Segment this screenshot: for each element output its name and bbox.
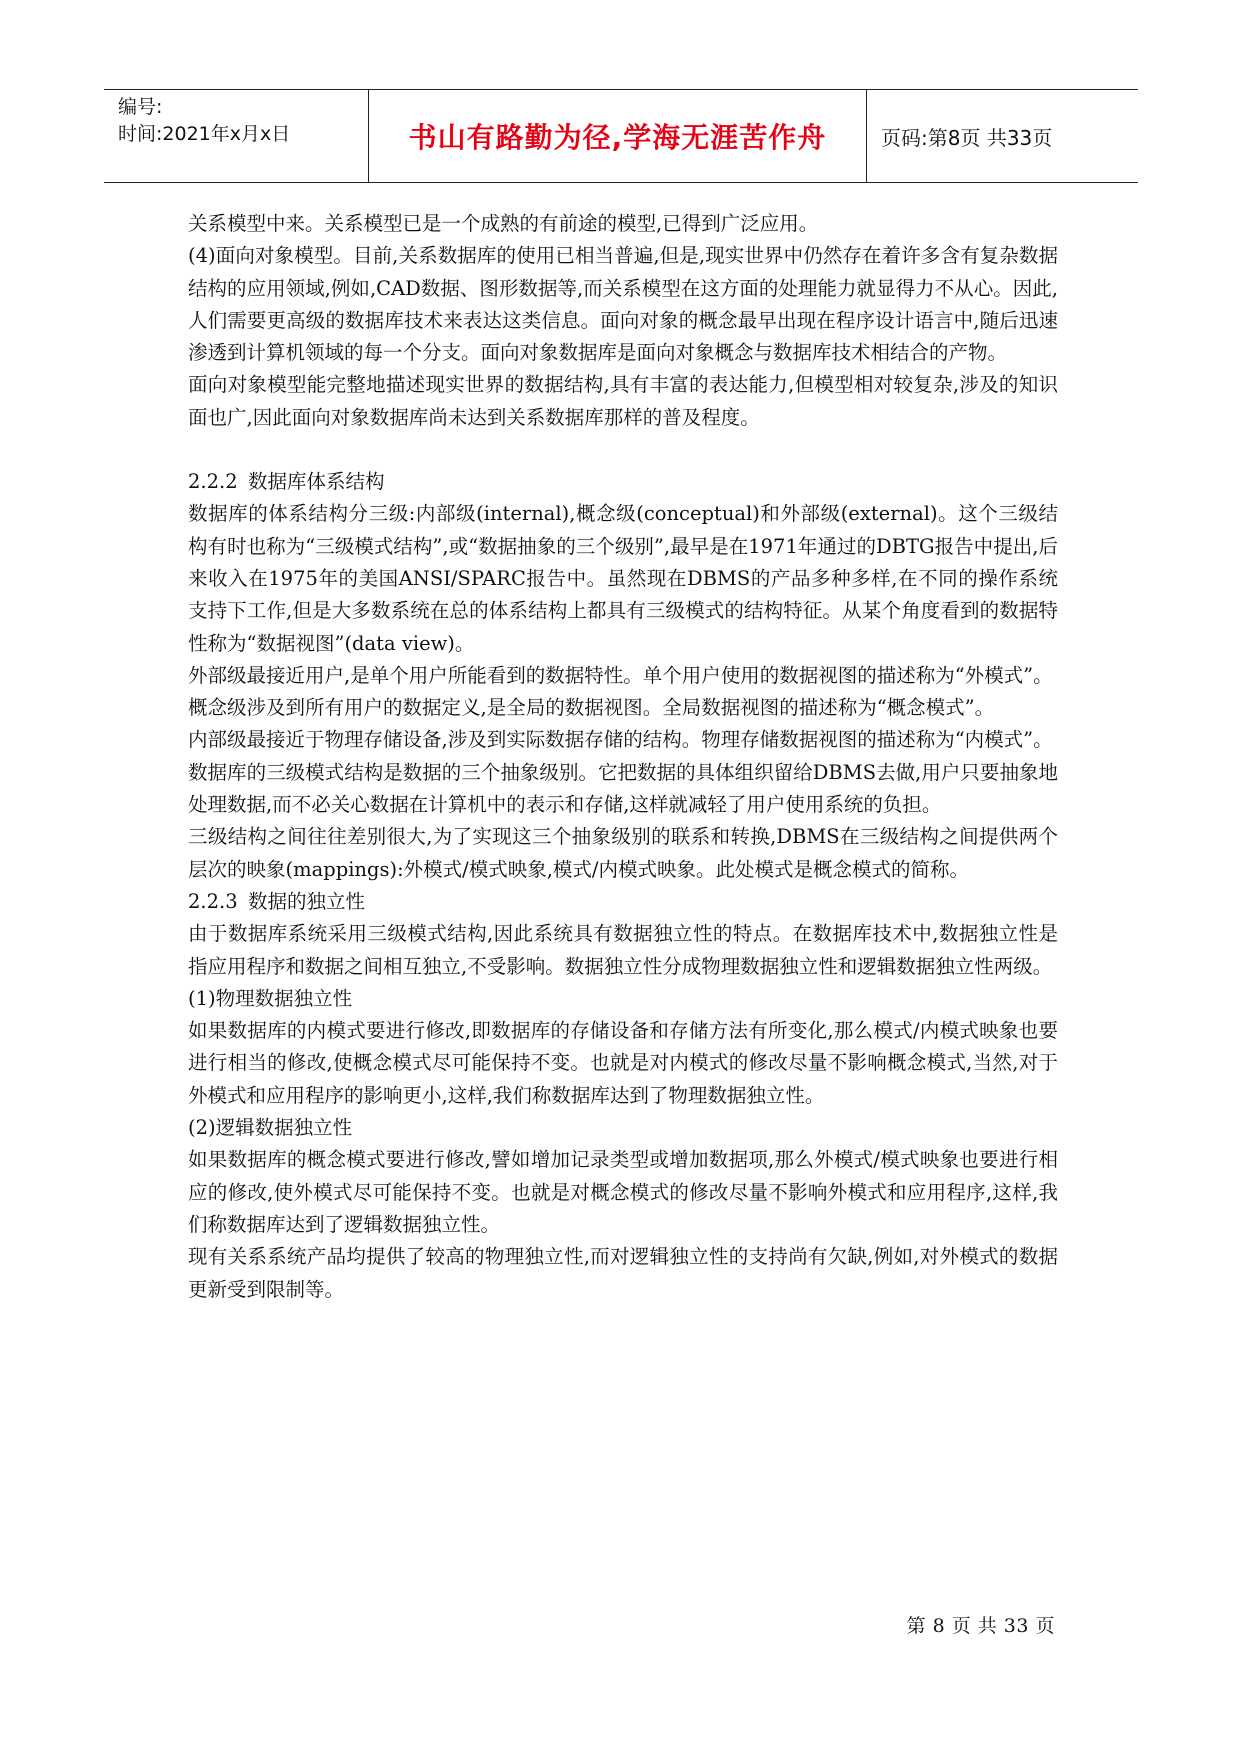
paragraph: 由于数据库系统采用三级模式结构,因此系统具有数据独立性的特点。在数据库技术中,数据独立性是指应用程序和数据之间相互独立,不受影响。数据独立性分成物理数据独立性和逻辑数据独立性两级。 bbox=[188, 922, 1058, 978]
paragraph: 面向对象模型能完整地描述现实世界的数据结构,具有丰富的表达能力,但模型相对较复杂,涉及的知识面也广,因此面向对象数据库尚未达到关系数据库那样的普及程度。 bbox=[188, 373, 1058, 429]
time-label: 时间:2021年x月x日 bbox=[118, 123, 291, 145]
paragraph: (4)面向对象模型。目前,关系数据库的使用已相当普遍,但是,现实世界中仍然存在着许多含有复杂数据结构的应用领域,例如,CAD数据、图形数据等,而关系模型在这方面的处理能力就显得力不从心。因此,人们需要更高级的数据库技术来表达这类信息。面向对象的概念最早出现在程序设计语言中,随后迅速渗透到计算机领域的每一个分支。面向对象数据库是面向对象概念与数据库技术相结合的产物。 bbox=[188, 244, 1058, 365]
section-number: 2.2.3 bbox=[188, 889, 238, 913]
paragraph: 外部级最接近用户,是单个用户所能看到的数据特性。单个用户使用的数据视图的描述称为“外模式”。 bbox=[188, 663, 1053, 687]
page-code: 页码:第8页 共33页 bbox=[881, 126, 1053, 150]
paragraph: 关系模型中来。关系模型已是一个成熟的有前途的模型,已得到广泛应用。 bbox=[188, 212, 819, 235]
document-body bbox=[188, 208, 1058, 1306]
section-number: 2.2.2 bbox=[188, 470, 238, 494]
section-heading-2-2-3 bbox=[188, 886, 1058, 918]
paragraph: 三级结构之间往往差别很大,为了实现这三个抽象级别的联系和转换,DBMS在三级结构之间提供两个层次的映象(mappings):外模式/模式映象,模式/内模式映象。此处模式是概念模式的简称。 bbox=[188, 825, 1058, 881]
section-title: 数据库体系结构 bbox=[248, 470, 385, 494]
subheading: (1)物理数据独立性 bbox=[188, 986, 353, 1010]
motto-text: 书山有路勤为径,学海无涯苦作舟 bbox=[408, 121, 827, 154]
header-page-cell bbox=[867, 90, 1138, 182]
paragraph: 数据库的体系结构分三级:内部级(internal),概念级(conceptual)和外部级(external)。这个三级结构有时也称为“三级模式结构”,或“数据抽象的三个级别”,最早是在1971年通过的DBTG报告中提出,后来收入在1975年的美国ANSI/SPARC报告中。虽然现在DBMS的产品多种多样,在不同的操作系统支持下工作,但是大多数系统在总的体系结构上都具有三级模式的结构特征。从某个角度看到的数据特性称为“数据视图”(data view)。 bbox=[188, 502, 1058, 655]
section-heading-2-2-2 bbox=[188, 466, 1058, 498]
number-label: 编号: bbox=[118, 96, 163, 118]
header-motto-cell bbox=[369, 90, 867, 182]
paragraph: 数据库的三级模式结构是数据的三个抽象级别。它把数据的具体组织留给DBMS去做,用户只要抽象地处理数据,而不必关心数据在计算机中的表示和存储,这样就减轻了用户使用系统的负担。 bbox=[188, 760, 1058, 817]
page-footer: 第 8 页 共 33 页 bbox=[906, 1615, 1055, 1637]
paragraph: 概念级涉及到所有用户的数据定义,是全局的数据视图。全局数据视图的描述称为“概念模式”。 bbox=[188, 696, 995, 720]
header-left-cell bbox=[104, 90, 369, 182]
subheading: (2)逻辑数据独立性 bbox=[188, 1116, 353, 1140]
section-title: 数据的独立性 bbox=[248, 889, 366, 913]
paragraph: 现有关系系统产品均提供了较高的物理独立性,而对逻辑独立性的支持尚有欠缺,例如,对外模式的数据更新受到限制等。 bbox=[188, 1245, 1058, 1301]
paragraph: 如果数据库的概念模式要进行修改,譬如增加记录类型或增加数据项,那么外模式/模式映象也要进行相应的修改,使外模式尽可能保持不变。也就是对概念模式的修改尽量不影响外模式和应用程序,这样,我们称数据库达到了逻辑数据独立性。 bbox=[188, 1148, 1058, 1236]
paragraph: 如果数据库的内模式要进行修改,即数据库的存储设备和存储方法有所变化,那么模式/内模式映象也要进行相当的修改,使概念模式尽可能保持不变。也就是对内模式的修改尽量不影响概念模式,当然,对于外模式和应用程序的影响更小,这样,我们称数据库达到了物理数据独立性。 bbox=[188, 1019, 1058, 1107]
paragraph: 内部级最接近于物理存储设备,涉及到实际数据存储的结构。物理存储数据视图的描述称为“内模式”。 bbox=[188, 728, 1053, 752]
page-header bbox=[104, 89, 1138, 183]
